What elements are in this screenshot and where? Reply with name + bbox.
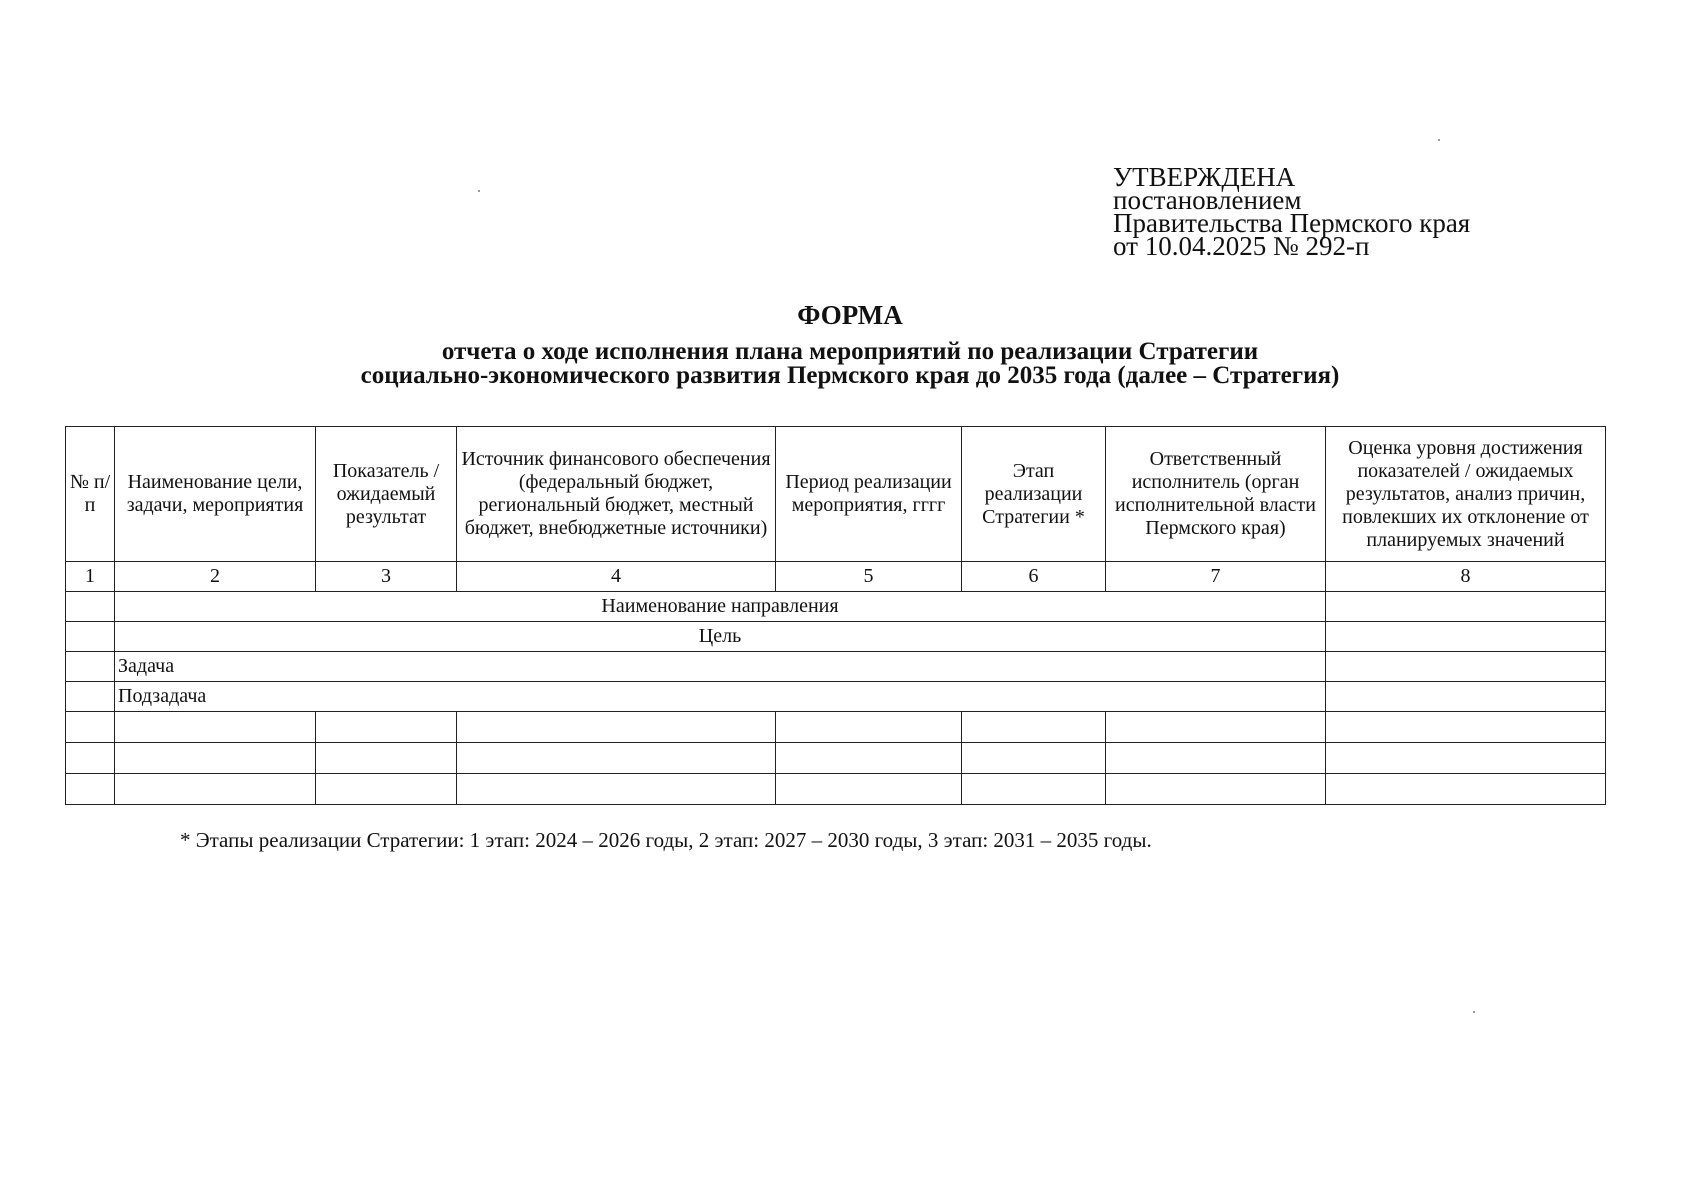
header-stage: Этап реализации Стратегии * — [962, 427, 1106, 562]
table-row — [66, 743, 1606, 774]
task-row — [66, 652, 1606, 682]
header-period: Период реализации мероприятия, гггг — [776, 427, 962, 562]
table-cell — [1326, 774, 1606, 805]
table-cell — [66, 774, 115, 805]
scan-speck — [478, 190, 480, 192]
approval-line-government: Правительства Пермского края — [1113, 208, 1471, 238]
report-table — [65, 426, 1606, 805]
table-row — [66, 774, 1606, 805]
column-number: 7 — [1106, 562, 1326, 592]
table-cell — [457, 743, 776, 774]
table-cell — [1326, 743, 1606, 774]
table-cell — [962, 712, 1106, 743]
column-number: 8 — [1326, 562, 1606, 592]
subtask-row — [66, 682, 1606, 712]
table-cell — [66, 622, 115, 652]
form-subtitle-line-2: социально-экономического развития Пермского края до 2035 года (далее – Стратегия) — [360, 362, 1340, 389]
goal-row — [66, 622, 1606, 652]
table-cell — [66, 682, 115, 712]
column-numbers-row — [66, 562, 1606, 592]
table-cell — [66, 743, 115, 774]
table-cell — [66, 592, 115, 622]
table-cell — [316, 712, 457, 743]
header-name: Наименование цели, задачи, мероприятия — [115, 427, 316, 562]
approval-stamp — [1113, 162, 1471, 261]
approval-line-date-number: от 10.04.2025 № 292-п — [1113, 231, 1370, 261]
table-row — [66, 712, 1606, 743]
direction-name-cell: Наименование направления — [115, 592, 1326, 622]
table-cell — [1326, 712, 1606, 743]
column-number: 4 — [457, 562, 776, 592]
header-indicator: Показатель / ожидаемый результат — [316, 427, 457, 562]
column-number: 6 — [962, 562, 1106, 592]
table-cell — [962, 743, 1106, 774]
table-cell — [962, 774, 1106, 805]
table-cell — [316, 774, 457, 805]
scan-speck — [1473, 1011, 1475, 1013]
task-cell: Задача — [115, 652, 1326, 682]
approval-line-resolution: постановлением — [1113, 185, 1302, 215]
table-cell — [316, 743, 457, 774]
form-title: ФОРМА — [797, 300, 903, 330]
table-cell — [1326, 652, 1606, 682]
form-subtitle-line-1: отчета о ходе исполнения плана мероприятий по реализации Стратегии — [441, 338, 1259, 365]
header-row — [66, 427, 1606, 562]
table-cell — [66, 652, 115, 682]
form-subtitle — [270, 340, 1430, 388]
table-cell — [1106, 712, 1326, 743]
header-responsible: Ответственный исполнитель (орган исполнительной власти Пермского края) — [1106, 427, 1326, 562]
table-cell — [776, 774, 962, 805]
table-cell — [457, 712, 776, 743]
table-cell — [115, 712, 316, 743]
table-cell — [115, 774, 316, 805]
header-funding-source: Источник финансового обеспечения (федеральный бюджет, региональный бюджет, местный бюджет, внебюджетные источники) — [457, 427, 776, 562]
table-cell — [1326, 592, 1606, 622]
header-number: № п/п — [66, 427, 115, 562]
goal-cell: Цель — [115, 622, 1326, 652]
subtask-cell: Подзадача — [115, 682, 1326, 712]
table-cell — [457, 774, 776, 805]
table-cell — [1326, 622, 1606, 652]
table-cell — [1106, 774, 1326, 805]
column-number: 2 — [115, 562, 316, 592]
scan-speck — [1438, 139, 1440, 141]
footnote: * Этапы реализации Стратегии: 1 этап: 2024 – 2026 годы, 2 этап: 2027 – 2030 годы, 3 этап: 2031 – 2035 годы. — [180, 828, 1152, 852]
column-number: 5 — [776, 562, 962, 592]
header-assessment: Оценка уровня достижения показателей / ожидаемых результатов, анализ причин, повлекших их отклонение от планируемых значений — [1326, 427, 1606, 562]
column-number: 1 — [66, 562, 115, 592]
column-number: 3 — [316, 562, 457, 592]
table-cell — [115, 743, 316, 774]
table-cell — [776, 712, 962, 743]
table-cell — [776, 743, 962, 774]
table-cell — [1326, 682, 1606, 712]
table-cell — [66, 712, 115, 743]
approval-line-approved: УТВЕРЖДЕНА — [1113, 162, 1296, 192]
table-cell — [1106, 743, 1326, 774]
direction-row — [66, 592, 1606, 622]
